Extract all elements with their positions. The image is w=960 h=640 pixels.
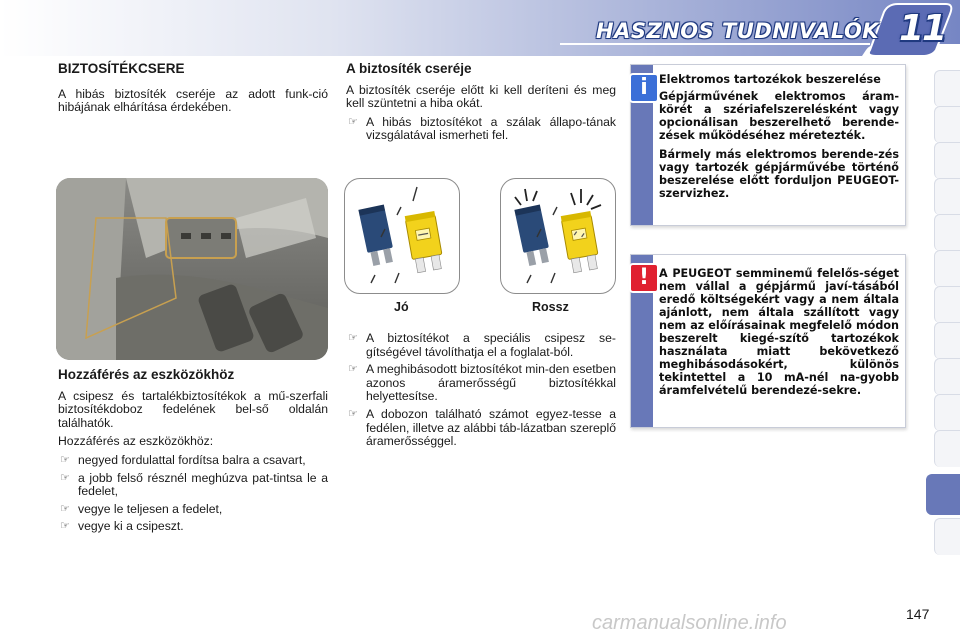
good-fuse-graphic bbox=[345, 179, 459, 293]
replace-steps-list bbox=[346, 332, 616, 449]
section-title: BIZTOSÍTÉKCSERE bbox=[58, 61, 185, 76]
pointing-hand-icon: ☞ bbox=[348, 363, 358, 376]
middle-column-bottom bbox=[346, 332, 616, 453]
info-icon: i bbox=[629, 73, 659, 103]
fusebox-photo-graphic bbox=[56, 178, 328, 360]
info-paragraph: Bármely más elektromos berende-zés vagy tartozék gépjárművébe történő beszerelése előtt forduljon PEUGEOT-szervizhez. bbox=[659, 148, 899, 200]
pointing-hand-icon: ☞ bbox=[60, 453, 70, 466]
intro-text: A hibás biztosíték cseréje az adott funk-ció hibájának elhárítása érdekében. bbox=[58, 86, 328, 115]
info-box bbox=[630, 64, 906, 226]
bad-fuse-graphic bbox=[501, 179, 615, 293]
access-title: Hozzáférés az eszközökhöz bbox=[58, 367, 235, 382]
watermark: carmanualsonline.info bbox=[592, 612, 787, 634]
page-number: 147 bbox=[906, 606, 930, 622]
pointing-hand-icon: ☞ bbox=[348, 407, 358, 420]
label-bad: Rossz bbox=[532, 300, 569, 314]
side-tab[interactable] bbox=[934, 106, 960, 143]
fusebox-location-photo bbox=[56, 178, 328, 360]
access-text: A csipesz és tartalékbiztosítékok a mű-szerfali biztosítékdoboz fedelének bel-ső oldalán találhatók. bbox=[58, 388, 328, 430]
fuse-bad-illustration bbox=[500, 178, 616, 294]
side-tab[interactable] bbox=[934, 394, 960, 431]
pointing-hand-icon: ☞ bbox=[348, 115, 358, 128]
side-tab[interactable] bbox=[934, 286, 960, 323]
pointing-hand-icon: ☞ bbox=[60, 502, 70, 515]
warning-text bbox=[659, 267, 899, 403]
side-tab[interactable] bbox=[934, 214, 960, 251]
middle-column-top bbox=[346, 62, 616, 147]
left-column-top bbox=[58, 62, 328, 120]
side-tab[interactable] bbox=[934, 142, 960, 179]
list-item: ☞ vegye le teljesen a fedelet, bbox=[60, 501, 223, 516]
side-tab-active[interactable] bbox=[926, 474, 960, 515]
list-item: ☞ A hibás biztosítékot a szálak állapo-tának vizsgálatával ismerheti fel. bbox=[348, 114, 616, 143]
pointing-hand-icon: ☞ bbox=[60, 520, 70, 533]
side-tab[interactable] bbox=[934, 322, 960, 359]
warning-icon: ! bbox=[629, 263, 659, 293]
list-item: ☞ vegye ki a csipeszt. bbox=[60, 519, 184, 534]
list-item: ☞ a jobb felső résznél meghúzva pat-tintsa le a fedelet, bbox=[60, 470, 328, 499]
chapter-number: 11 bbox=[899, 8, 946, 49]
replace-intro: A biztosíték cseréje előtt ki kell deríteni és meg kell szüntetni a hiba okát. bbox=[346, 82, 616, 111]
header-title: HASZNOS TUDNIVALÓK bbox=[596, 19, 880, 43]
side-tab[interactable] bbox=[934, 70, 960, 107]
info-heading: Elektromos tartozékok beszerelése bbox=[659, 73, 881, 86]
access-lead: Hozzáférés az eszközökhöz: bbox=[58, 434, 214, 449]
access-steps-list bbox=[58, 454, 328, 534]
check-list bbox=[346, 116, 616, 143]
replace-title: A biztosíték cseréje bbox=[346, 61, 472, 76]
side-tab[interactable] bbox=[934, 178, 960, 215]
pointing-hand-icon: ☞ bbox=[348, 332, 358, 344]
side-tab[interactable] bbox=[934, 518, 960, 555]
chapter-side-tabs bbox=[926, 70, 960, 580]
warning-box bbox=[630, 254, 906, 428]
info-paragraph: Gépjárművének elektromos áram-körét a szériafelszerelésként vagy opcionálisan beszerelhető berende-zések működéséhez méretezték. bbox=[659, 90, 899, 142]
list-item: ☞ A biztosítékot a speciális csipesz se-gítségével távolíthatja el a foglalat-ból. bbox=[348, 331, 616, 359]
list-item: ☞ A dobozon található számot egyez-tesse a fedélen, illetve az alábbi táb-lázatban szereplő áramerősséggel. bbox=[348, 406, 617, 449]
info-text bbox=[659, 73, 899, 206]
left-column-bottom bbox=[58, 368, 328, 538]
side-tab[interactable] bbox=[934, 358, 960, 395]
fuse-good-illustration bbox=[344, 178, 460, 294]
warning-paragraph: A PEUGEOT semminemű felelős-séget nem vállal a gépjármű javí-tásából eredő költségekért vagy a nem általa ajánlott, nem általa szállított vagy nem az előírásainak megfelelő módon beszerelt kiegé-szítő tartozékok használata miatt bekövetkező meghibásodásokért, különös tekintettel a 10 mA-nél na-gyobb áramfelvételű berendezé-sekre. bbox=[659, 267, 899, 397]
label-good: Jó bbox=[394, 300, 409, 314]
side-tab[interactable] bbox=[934, 430, 960, 467]
list-item: ☞ A meghibásodott biztosítékot min-den esetben azonos áramerősségű biztosítékkal helyettesítse. bbox=[348, 362, 616, 404]
pointing-hand-icon: ☞ bbox=[60, 471, 70, 484]
side-tab[interactable] bbox=[934, 250, 960, 287]
list-item: ☞ negyed fordulattal fordítsa balra a csavart, bbox=[60, 452, 306, 467]
